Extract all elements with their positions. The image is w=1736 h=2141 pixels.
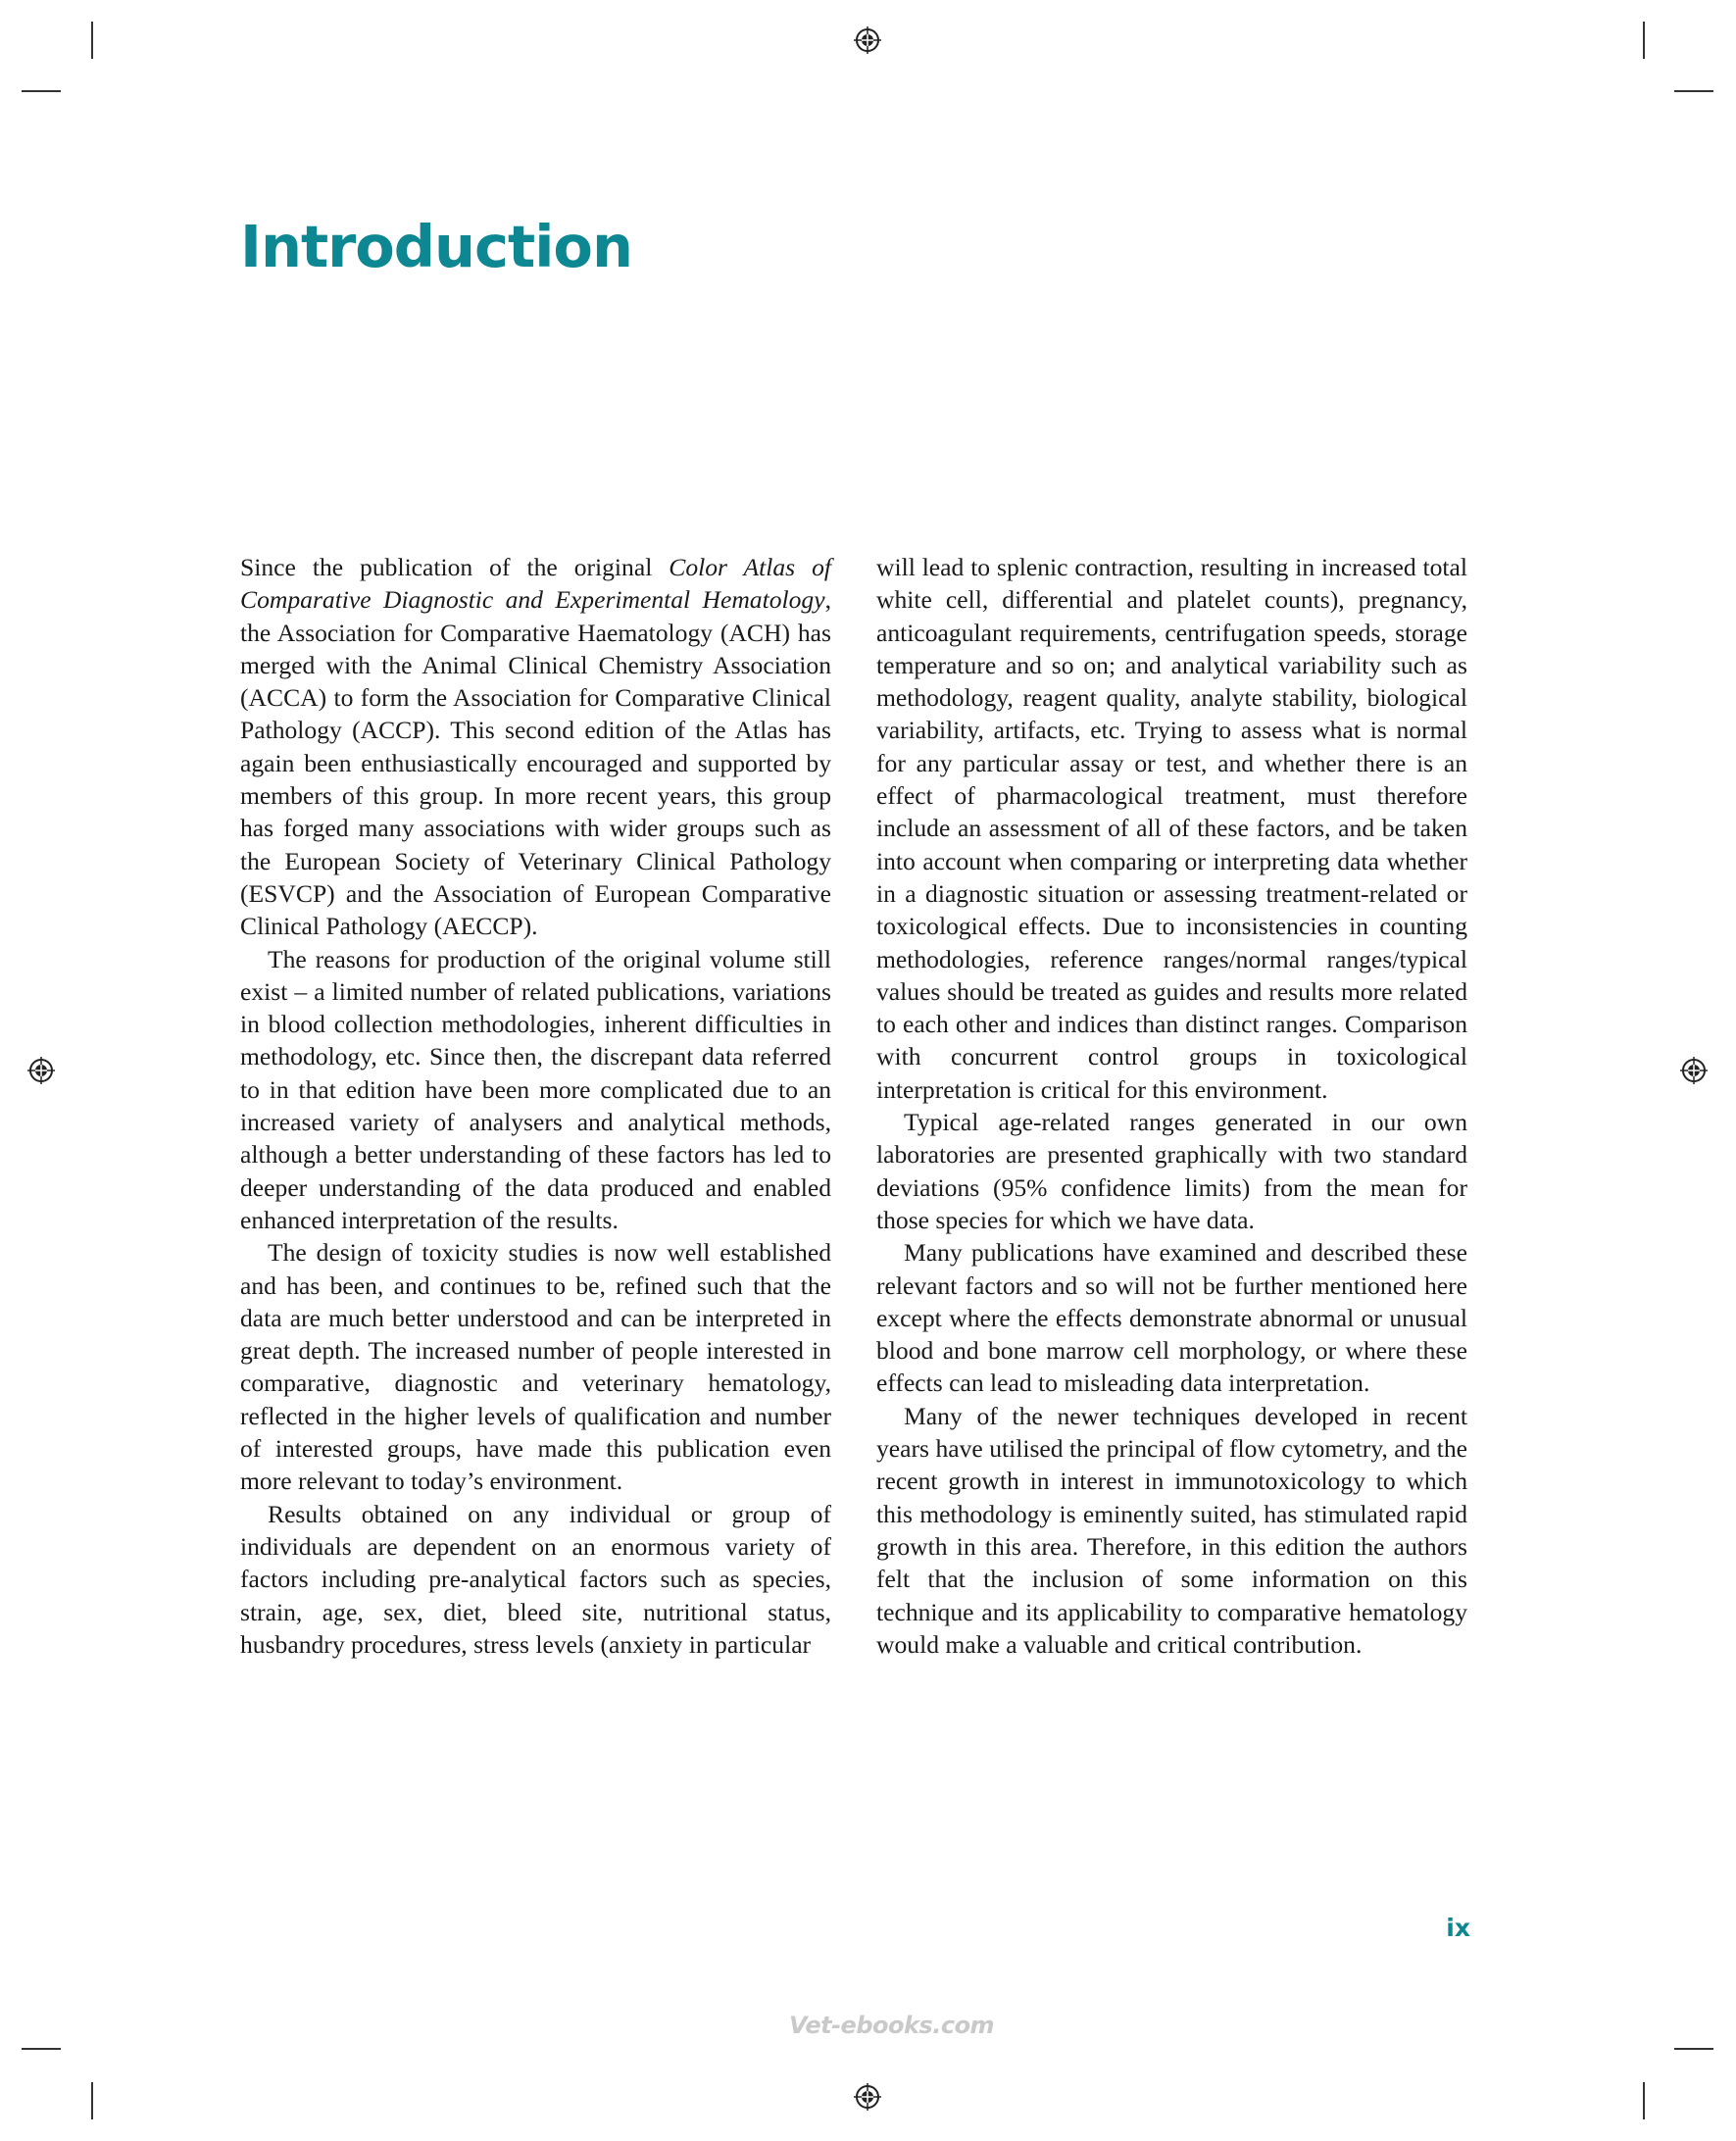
- crop-mark-top-left-h: [22, 90, 61, 92]
- paragraph: [240, 551, 831, 943]
- watermark-logo: Vet-ebooks.com: [789, 2012, 995, 2039]
- registration-mark-icon: [27, 1057, 55, 1084]
- paragraph-text: , the Association for Comparative Haematology (ACH) has merged with the Animal Clinical Chemistry Association (ACCA) to form the Association for Comparative Clinical Pathology (ACCP). This second edition of the Atlas has again been enthusiastically encouraged and supported by members of this group. In more recent years, this group has forged many associations with wider groups such as the European Society of Veterinary Clinical Pathology (ESVCP) and the Association of European Comparative Clinical Pathology (AECCP).: [240, 585, 831, 941]
- crop-mark-bottom-left-h: [22, 2048, 61, 2050]
- paragraph: Typical age-related ranges generated in our own laboratories are presented graphically with two standard deviations (95% confidence limits) from the mean for those species for which we have data.: [876, 1108, 1467, 1234]
- registration-mark-icon: [854, 2083, 881, 2111]
- right-column: [876, 551, 1467, 1661]
- page-title: Introduction: [240, 213, 632, 280]
- crop-mark-bottom-right: [1643, 2082, 1645, 2119]
- page-number: ix: [1446, 1914, 1470, 1942]
- crop-mark-top-right: [1643, 22, 1645, 59]
- paragraph: Many publications have examined and described these relevant factors and so will not be further mentioned here except where the effects demonstrate abnormal or unusual blood and bone marrow cell morphology, or where these effects can lead to misleading data interpretation.: [876, 1238, 1467, 1398]
- paragraph: Results obtained on any individual or group of individuals are dependent on an enormous variety of factors including pre-analytical factors such as species, strain, age, sex, diet, bleed site, nutritional status, husbandry procedures, stress levels (anxiety in particular: [240, 1499, 831, 1659]
- registration-mark-icon: [1680, 1057, 1708, 1084]
- paragraph-text: Since the publication of the original: [240, 553, 670, 581]
- paragraph: will lead to splenic contraction, resulting in increased total white cell, differential and platelet counts), pregnancy, anticoagulant requirements, centrifugation speeds, storage temperature and so on; and analytical variability such as methodology, reagent quality, analyte stability, biological variability, artifacts, etc. Trying to assess what is normal for any particular assay or test, and whether there is an effect of pharmacological treatment, must therefore include an assessment of all of these factors, and be taken into account when comparing or interpreting data whether in a diagnostic situation or assessing treatment-related or toxicological effects. Due to inconsistencies in counting methodologies, reference ranges/normal ranges/typical values should be treated as guides and results more related to each other and indices than distinct ranges. Comparison with concurrent control groups in toxicological interpretation is critical for this environment.: [876, 553, 1467, 1104]
- crop-mark-top-right-h: [1674, 90, 1713, 92]
- registration-mark-icon: [854, 26, 881, 54]
- paragraph: The design of toxicity studies is now well established and has been, and continues to be, refined such that the data are much better understood and can be interpreted in great depth. The increased number of people interested in comparative, diagnostic and veterinary hematology, reflected in the higher levels of qualification and number of interested groups, have made this publication even more relevant to today’s environment.: [240, 1238, 831, 1496]
- book-title: Color Atlas of Comparative Diagnostic and Experimental Hematology: [240, 553, 832, 615]
- left-column: [240, 551, 831, 1661]
- crop-mark-top-left: [91, 22, 93, 59]
- crop-mark-bottom-right-h: [1674, 2048, 1713, 2050]
- paragraph: Many of the newer techniques developed in recent years have utilised the principal of flow cytometry, and the recent growth in interest in immunotoxicology to which this methodology is eminently suited, has stimulated rapid growth in this area. Therefore, in this edition the authors felt that the inclusion of some information on this technique and its applicability to comparative hematology would make a valuable and critical contribution.: [876, 1401, 1467, 1659]
- paragraph: The reasons for production of the original volume still exist – a limited number of related publications, variations in blood collection methodologies, inherent difficulties in methodology, etc. Since then, the discrepant data referred to in that edition have been more complicated due to an increased variety of analysers and analytical methods, although a better understanding of these factors has led to deeper understanding of the data produced and enabled enhanced interpretation of the results.: [240, 944, 831, 1234]
- crop-mark-bottom-left: [91, 2082, 93, 2119]
